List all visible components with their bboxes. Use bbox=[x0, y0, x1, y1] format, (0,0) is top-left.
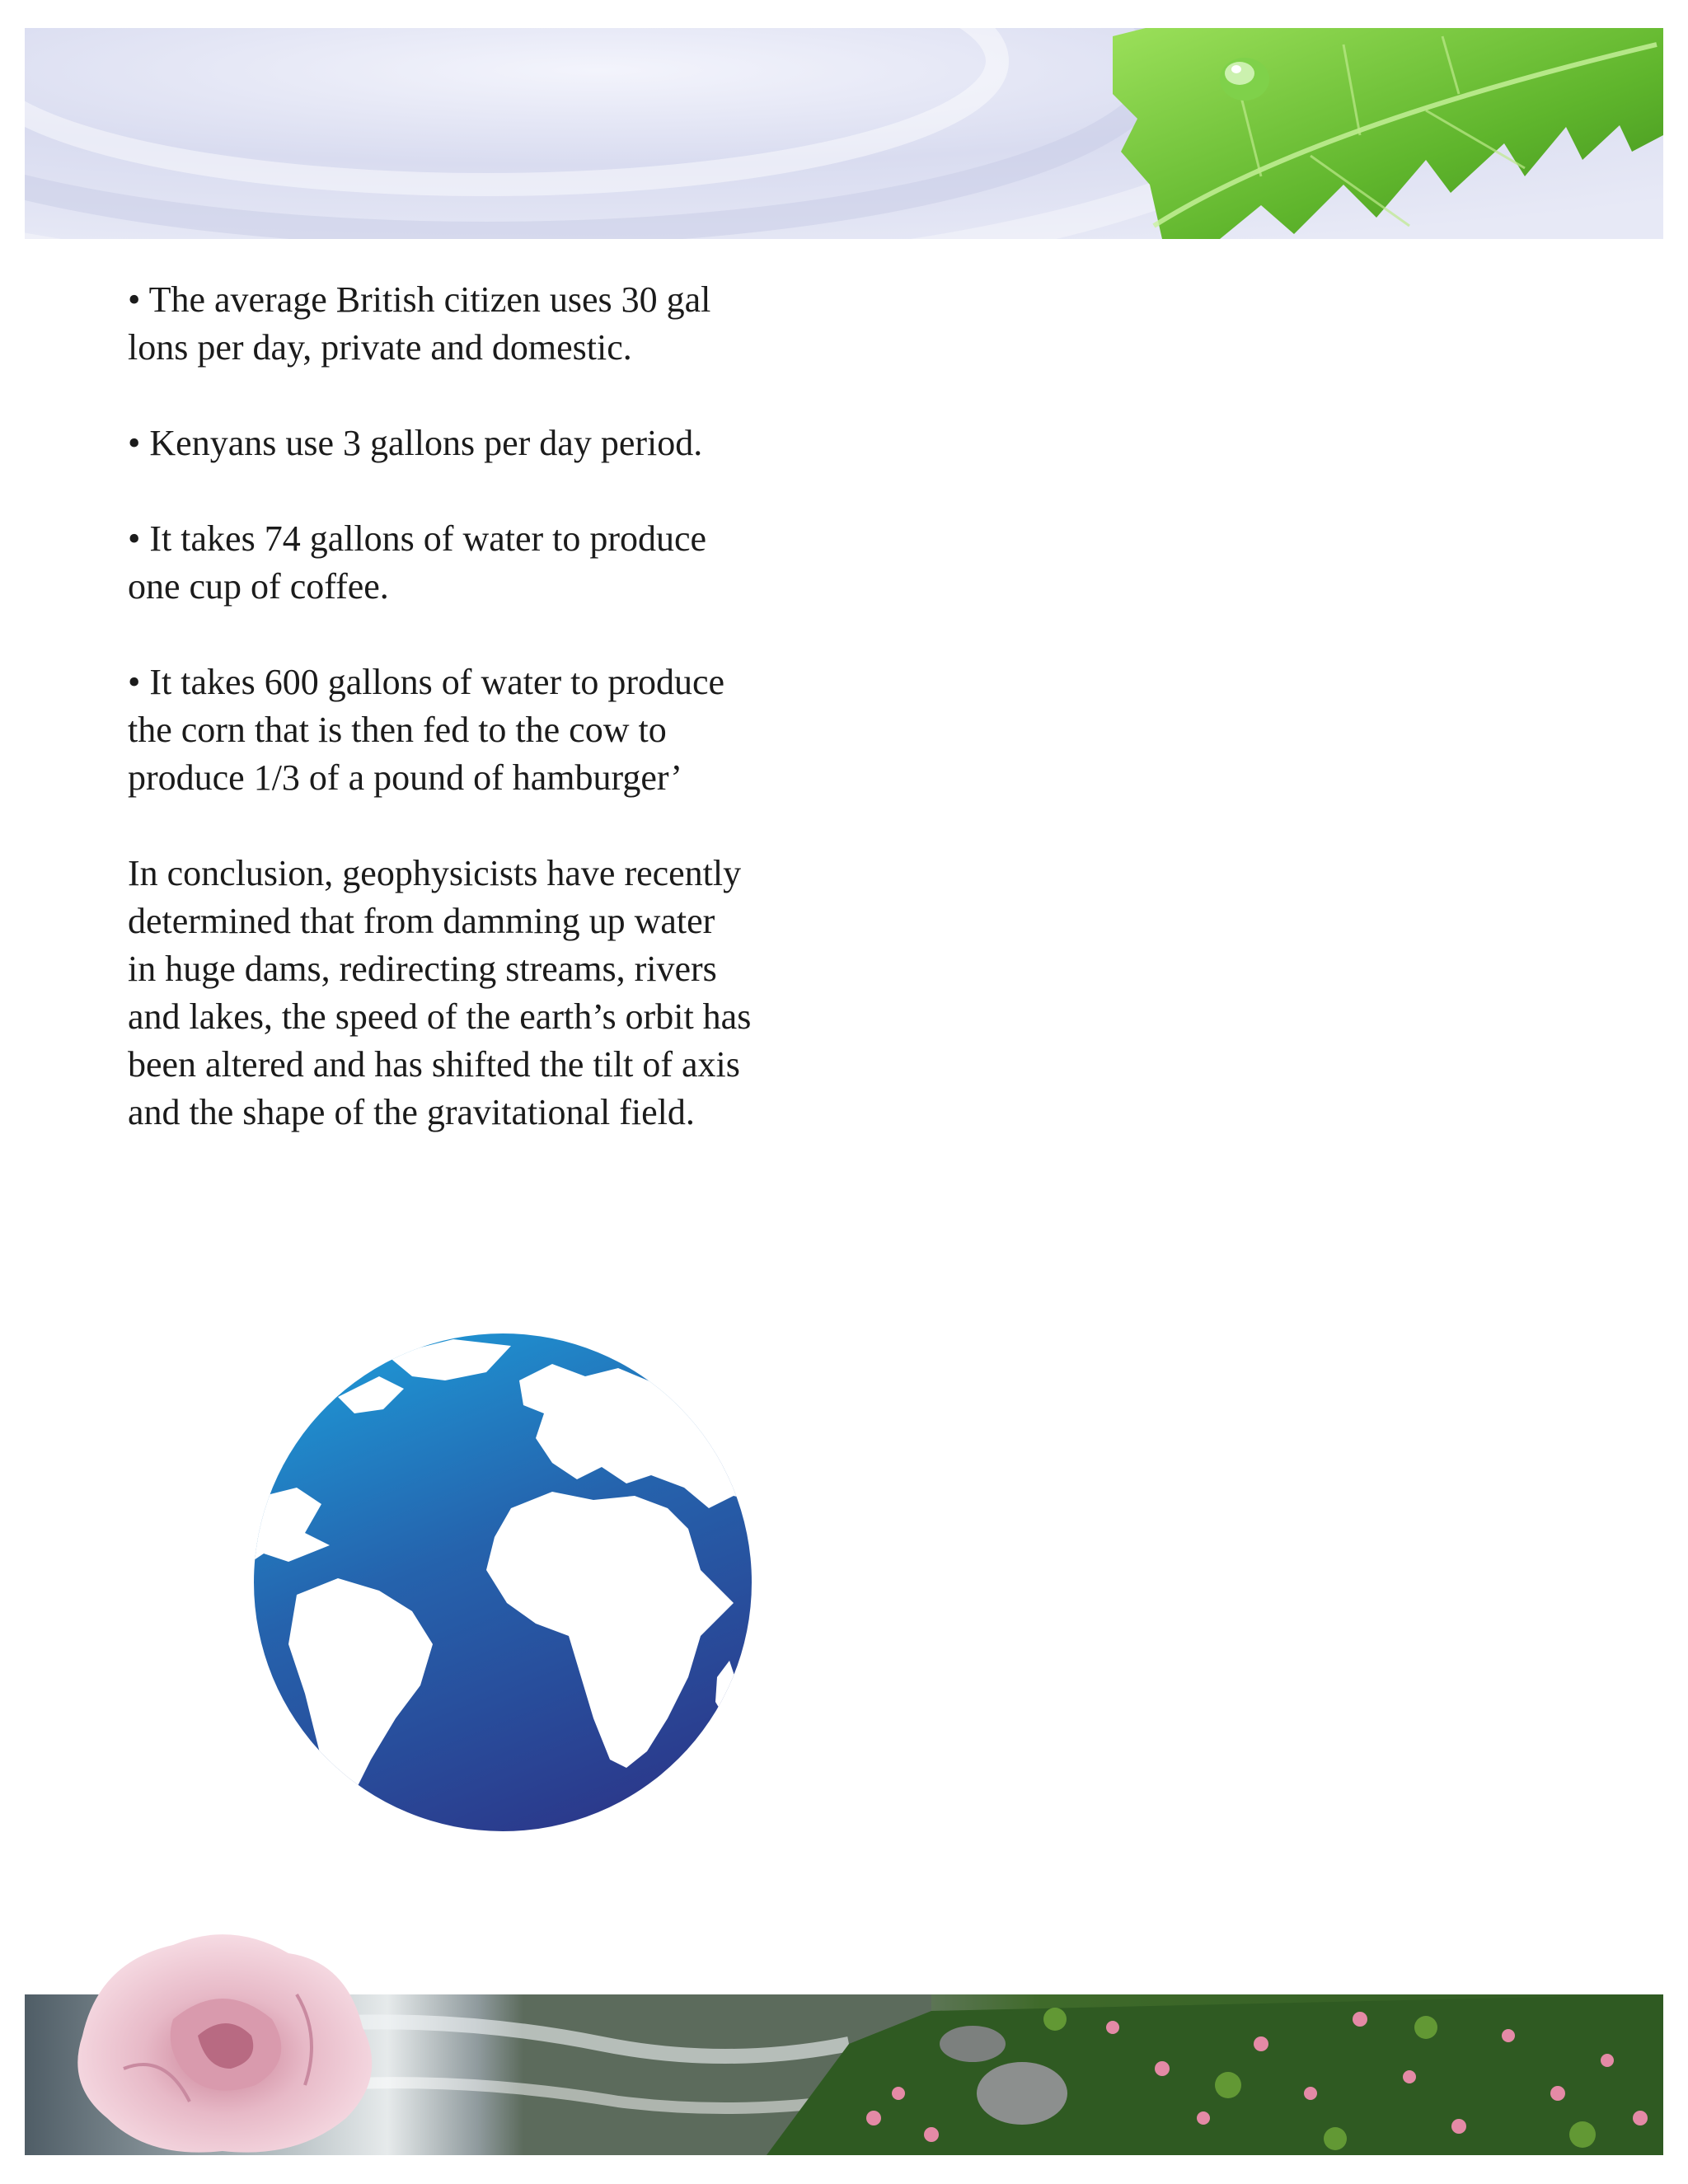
water-droplet-icon bbox=[1220, 58, 1269, 101]
top-banner-image bbox=[25, 28, 1663, 239]
water-ripple-leaf-illustration bbox=[25, 28, 1663, 239]
fact-hamburger-water: • It takes 600 gallons of water to produce the corn that is then fed to the cow to produce 1/3 of a pound of hamburger’ bbox=[128, 662, 725, 798]
earth-globe-icon bbox=[239, 1331, 767, 1834]
document-body bbox=[128, 276, 845, 1137]
fact-kenyan-usage: • Kenyans use 3 gallons per day period. bbox=[128, 423, 703, 463]
rose-icon bbox=[49, 1912, 404, 2159]
fact-british-usage: • The average British citizen uses 30 gal lons per day, private and domestic. bbox=[128, 279, 711, 368]
conclusion-paragraph: In conclusion, geophysicists have recently determined that from damming up water in huge dams, redirecting streams, rivers and lakes, the speed of the earth’s orbit has been altered and has shifted the tilt of axis and the shape of the gravitational field. bbox=[128, 853, 752, 1132]
fact-coffee-water: • It takes 74 gallons of water to produce one cup of coffee. bbox=[128, 518, 707, 607]
